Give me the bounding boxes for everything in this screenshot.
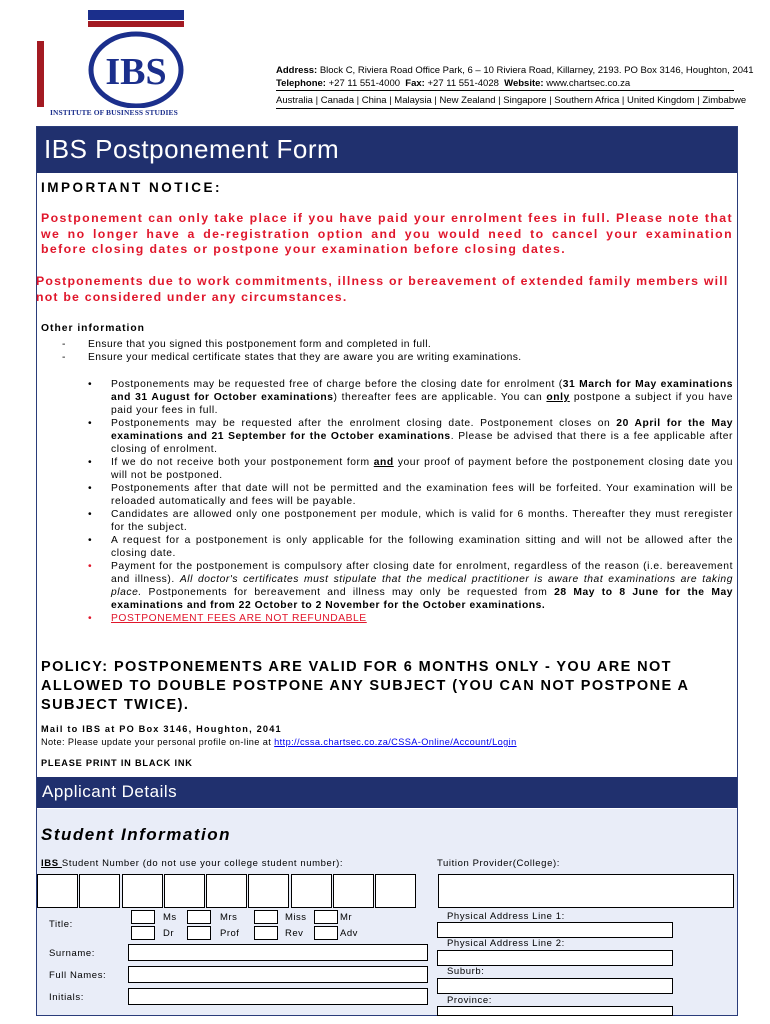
list-item: • Postponements after that date will not be permitted and the examination fees will be forfeited. Your examination will be reloaded automatically and fees will be payable. (88, 483, 733, 507)
title-option-label: Rev (285, 928, 304, 939)
suburb-label: Suburb: (447, 966, 485, 977)
student-number-digit[interactable] (122, 874, 163, 908)
applicant-title: Applicant Details (42, 782, 178, 801)
title-option-label: Adv (340, 928, 358, 939)
countries-list: Australia | Canada | China | Malaysia | New Zealand | Singapore | Southern Africa | United Kingdom | Zimbabwe (276, 95, 747, 106)
list-item: • If we do not receive both your postponement form and your proof of payment before the postponement closing date you will not be postponed. (88, 457, 733, 481)
important-notice-heading: IMPORTANT NOTICE: (41, 180, 222, 195)
student-number-digit[interactable] (37, 874, 78, 908)
list-item: • Postponements may be requested free of charge before the closing date for enrolment (31 March for May examinations and 31 August for October examinations) thereafter fees are applicable. You can only postpone a subject if you have paid your fees in full. (88, 379, 733, 416)
address-line1-field[interactable] (437, 922, 673, 938)
header-divider (276, 108, 734, 109)
title-checkbox-rev[interactable] (254, 926, 278, 940)
logo-subtitle: INSTITUTE OF BUSINESS STUDIES (50, 108, 178, 117)
title-option-label: Mr (340, 912, 353, 923)
student-number-digit[interactable] (333, 874, 374, 908)
profile-link[interactable]: http://cssa.chartsec.co.za/CSSA-Online/Account/Login (274, 737, 517, 747)
title-checkbox-ms[interactable] (131, 910, 155, 924)
surname-label: Surname: (49, 948, 95, 959)
list-item: • Candidates are allowed only one postponement per module, which is valid for 6 months. Thereafter they must reregister for the subject. (88, 509, 733, 533)
student-number-digit[interactable] (164, 874, 205, 908)
ibs-logo (86, 8, 186, 108)
title-checkbox-miss[interactable] (254, 910, 278, 924)
title-checkbox-adv[interactable] (314, 926, 338, 940)
policy-statement: POLICY: POSTPONEMENTS ARE VALID FOR 6 MONTHS ONLY - YOU ARE NOT ALLOWED TO DOUBLE POSTPONE ANY SUBJECT (YOU CAN NOT POSTPONE A SUBJECT TWICE). (41, 659, 689, 713)
address-line1-label: Physical Address Line 1: (447, 911, 565, 922)
list-item: • Postponements may be requested after the enrolment closing date. Postponement closes on 20 April for the May examinations and 21 September for the October examinations. Please be advised that there is a fee applicable after closing of enrolment. (88, 418, 734, 455)
title-checkbox-dr[interactable] (131, 926, 155, 940)
form-title: IBS Postponement Form (44, 134, 340, 164)
title-checkbox-prof[interactable] (187, 926, 211, 940)
full-names-label: Full Names: (49, 970, 107, 981)
student-number-digit[interactable] (375, 874, 416, 908)
student-number-digit[interactable] (79, 874, 120, 908)
list-item: • Payment for the postponement is compulsory after closing date for enrolment, regardless of the reason (i.e. bereavement and illness). All doctor's certificates must stipulate that the medical practitioner is aware that examinations are taking place. Postponements for bereavement and illness may only be requested from 28 May to 8 June for the May examinations and from 22 October to 2 November for the October examinations. (88, 561, 734, 611)
tuition-provider-field[interactable] (438, 874, 734, 908)
initials-label: Initials: (49, 992, 84, 1003)
full-names-field[interactable] (128, 966, 428, 983)
surname-field[interactable] (128, 944, 428, 961)
title-option-label: Dr (163, 928, 175, 939)
address-line2-field[interactable] (437, 950, 673, 966)
contact-details: Address: Block C, Riviera Road Office Park, 6 – 10 Riviera Road, Killarney, 2193. PO Box 3146, Houghton, 2041 Telephone: +27 11 551-4000 Fax: +27 11 551-4028 Website: www.chartsec.co.za (276, 65, 754, 89)
student-info-heading: Student Information (41, 825, 231, 844)
list-item: • A request for a postponement is only applicable for the following examination sitting and will not be allowed after the closing date. (88, 535, 733, 559)
student-number-cells (37, 874, 418, 908)
initials-field[interactable] (128, 988, 428, 1005)
province-field[interactable] (437, 1006, 673, 1016)
suburb-field[interactable] (437, 978, 673, 994)
brand-red-bar (37, 41, 44, 107)
title-option-label: Prof (220, 928, 240, 939)
mail-address: Mail to IBS at PO Box 3146, Houghton, 2041 (41, 724, 282, 734)
student-number-digit[interactable] (248, 874, 289, 908)
notice-paragraph: Postponement can only take place if you have paid your enrolment fees in full. Please note that we no longer have a de-registration option and you would need to cancel your examination before closing dates or postpone your examination before closing dates. (41, 211, 733, 256)
title-checkbox-mr[interactable] (314, 910, 338, 924)
print-instruction: PLEASE PRINT IN BLACK INK (41, 758, 193, 768)
notice-paragraph: Postponements due to work commitments, illness or bereavement of extended family members will not be considered under any circumstances. (36, 274, 729, 304)
header-divider (276, 90, 734, 91)
logo-text: IBS (105, 51, 167, 93)
student-number-label: IBS Student Number (do not use your college student number): (41, 858, 344, 869)
rules-list (85, 378, 733, 625)
profile-note: Note: Please update your personal profile on-line at http://cssa.chartsec.co.za/CSSA-Online/Account/Login (41, 737, 517, 747)
list-item: • POSTPONEMENT FEES ARE NOT REFUNDABLE (88, 613, 367, 624)
title-checkbox-mrs[interactable] (187, 910, 211, 924)
address-line2-label: Physical Address Line 2: (447, 938, 565, 949)
tuition-provider-label: Tuition Provider(College): (437, 858, 560, 869)
other-info-heading: Other information (41, 323, 145, 334)
title-option-label: Mrs (220, 912, 238, 923)
title-option-label: Miss (285, 912, 307, 923)
title-option-label: Ms (163, 912, 177, 923)
province-label: Province: (447, 995, 493, 1006)
title-label: Title: (49, 919, 73, 930)
student-number-digit[interactable] (206, 874, 247, 908)
student-number-digit[interactable] (291, 874, 332, 908)
